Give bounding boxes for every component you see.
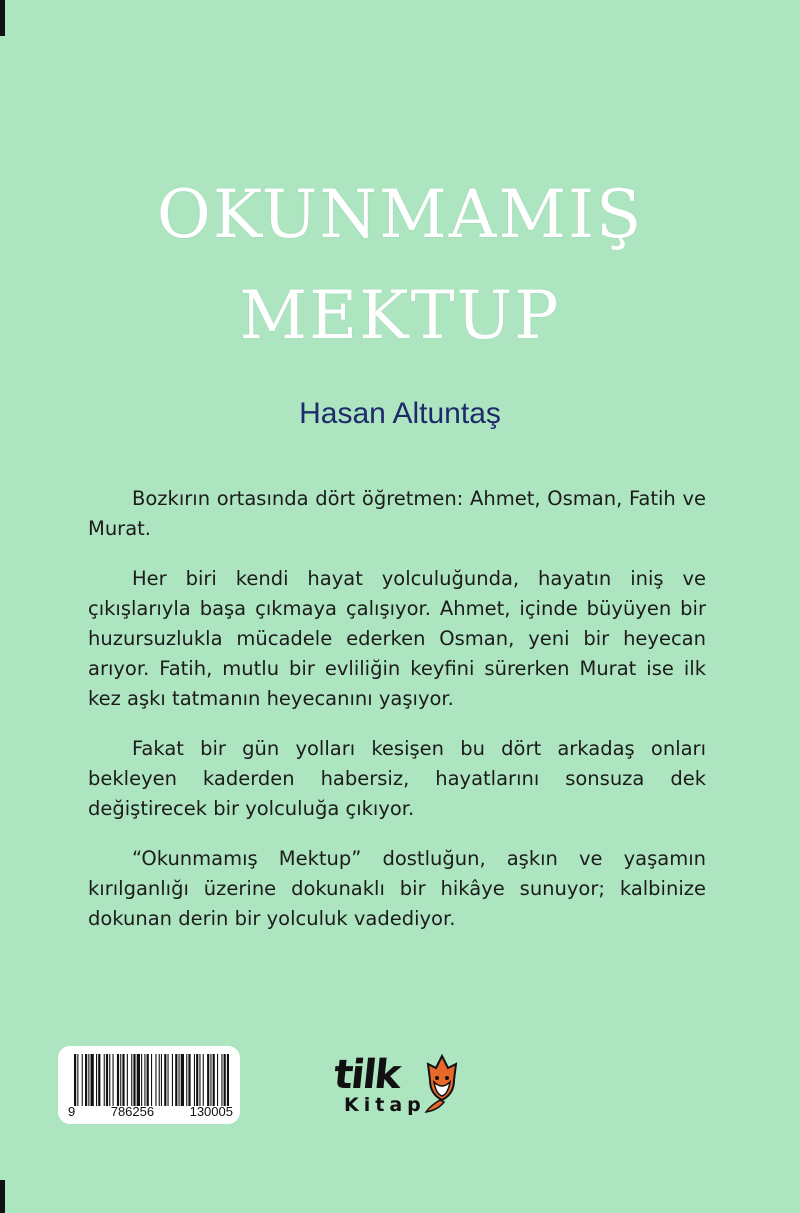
barcode-bar [113,1054,114,1106]
barcode-bar [122,1054,124,1106]
barcode-digit-group-1: 9 [68,1104,76,1119]
fox-icon [422,1054,462,1114]
barcode-bar [210,1054,211,1106]
publisher-name-top: tilk [331,1052,402,1098]
barcode-bar [141,1054,142,1106]
barcode-bar [168,1054,169,1106]
crop-mark-top [0,0,5,36]
barcode-bar [188,1054,190,1106]
barcode-bar [203,1054,204,1106]
isbn-barcode [58,1046,240,1124]
barcode-bar [227,1054,229,1106]
barcode-bar [213,1054,215,1106]
barcode-bar [161,1054,162,1106]
barcode-bar [109,1054,110,1106]
barcode-bar [164,1054,166,1106]
barcode-bar [147,1054,149,1106]
barcode-bar [217,1054,218,1106]
barcode-bar [74,1054,76,1106]
barcode-bar [127,1054,128,1106]
barcode-digit-group-2: 786256 [110,1104,155,1119]
barcode-bar [179,1054,180,1106]
book-title-line-1: OKUNMAMIŞ [156,176,644,253]
barcode-bar [199,1054,200,1106]
barcode-bar [224,1054,226,1106]
blurb-paragraph-4: “Okunmamış Mektup” dostluğun, aşkın ve yaşamın kırılganlığı üzerine dokunaklı bir hikâye sunuyor; kalbinize dokunan derin bir yolculuk vadediyor. [88,847,706,930]
barcode-bar [144,1054,145,1106]
barcode-bar [181,1054,184,1106]
blurb-paragraph-3: Fakat bir gün yolları kesişen bu dört arkadaş onları bekleyen kaderden habersiz, hayatlarını sonsuza dek değiştirecek bir yolculuğa çıkıyor. [88,737,706,820]
barcode-bar [96,1054,97,1106]
barcode-bar [104,1054,105,1106]
barcode-bar [82,1054,83,1106]
barcode-bar [207,1054,209,1106]
blurb-paragraph-1: Bozkırın ortasında dört öğretmen: Ahmet, Osman, Fatih ve Murat. [88,487,706,540]
book-title-line-2: MEKTUP [239,277,561,354]
barcode-bar [155,1054,156,1106]
blurb [88,484,706,954]
barcode-bar [194,1054,195,1106]
blurb-paragraph-2: Her biri kendi hayat yolculuğunda, hayatın iniş ve çıkışlarıyla başa çıkmaya çalışıyor. Ahmet, içinde büyüyen bir huzursuzlukla mücadele ederken Osman, yeni bir heyecan arıyor. Fatih, mutlu bir evliliğin keyfini sürerken Murat ise ilk kez aşkı tatmanın heyecanını yaşıyor. [88,567,706,710]
barcode-bar [137,1054,140,1106]
barcode-bar [151,1054,152,1106]
barcode-bar [175,1054,177,1106]
author-name: Hasan Altuntaş [299,397,501,430]
barcode-bar [172,1054,173,1106]
barcode-bar [85,1054,87,1106]
barcode-bar [117,1054,119,1106]
barcode-bar [186,1054,187,1106]
barcode-bar [106,1054,108,1106]
barcode-bar [133,1054,135,1106]
barcode-bar [98,1054,100,1106]
publisher-logo [332,1050,462,1130]
barcode-bar [91,1054,94,1106]
barcode-bar [221,1054,222,1106]
barcode-bars [74,1054,229,1106]
barcode-bar [159,1054,160,1106]
barcode-digit-group-3: 130005 [189,1104,233,1119]
barcode-bar [196,1054,198,1106]
barcode-bar [131,1054,132,1106]
crop-mark-bottom [0,1180,5,1213]
barcode-bar [88,1054,89,1106]
publisher-name-bottom: Kitap [344,1094,426,1116]
barcode-bar [77,1054,78,1106]
barcode-bar [120,1054,121,1106]
barcode-number [68,1104,233,1119]
